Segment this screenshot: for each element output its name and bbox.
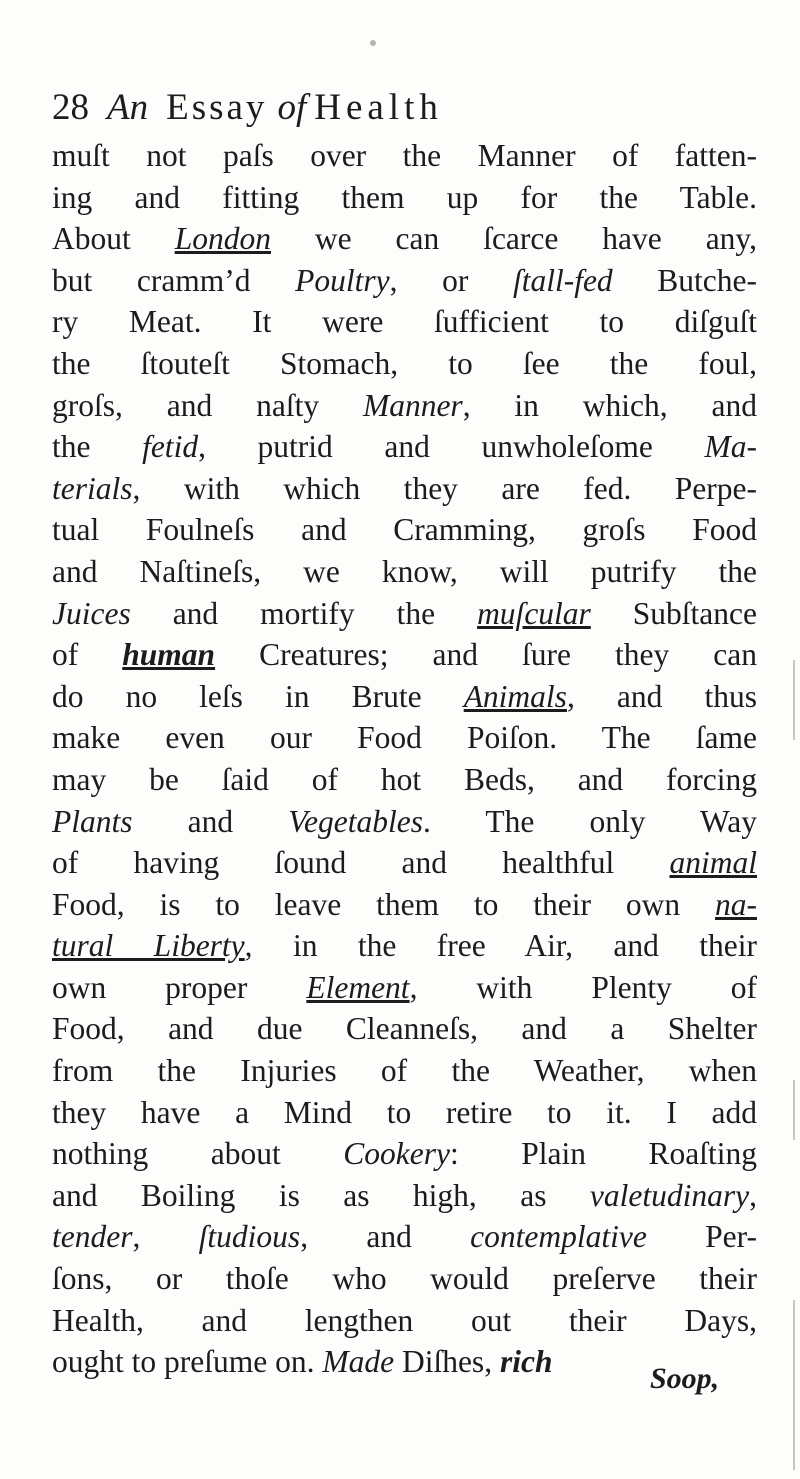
text-line — [52, 218, 757, 260]
text-run: , with which they are fed. Perpe- — [132, 470, 757, 506]
text-run: Food, and due Cleanneſs, and a Shelter — [52, 1011, 757, 1047]
emphasized-text: na- — [715, 886, 757, 922]
emphasized-text: tender — [52, 1219, 133, 1255]
text-run: of having ſound and healthful — [52, 845, 670, 881]
text-line — [52, 967, 757, 1009]
emphasized-text: Made — [322, 1344, 395, 1380]
text-line — [52, 676, 757, 718]
text-run: muſt not paſs over the Manner of fatten- — [52, 138, 757, 173]
text-line — [52, 593, 757, 635]
text-run: ſons, or thoſe who would preſerve their — [52, 1261, 757, 1297]
text-run: : Plain Roaſting — [449, 1136, 757, 1172]
emphasized-text: Juices — [52, 595, 131, 631]
text-line — [52, 1175, 757, 1217]
text-run: make even our Food Poiſon. The ſame — [52, 720, 757, 756]
text-run: ry Meat. It were ſufficient to diſguſt — [52, 304, 757, 340]
text-line — [52, 925, 757, 967]
text-run: About — [52, 221, 175, 257]
emphasized-text: Plants — [52, 803, 133, 839]
running-head-essay: Essay — [166, 87, 268, 128]
text-run: Diſhes, — [394, 1344, 500, 1380]
text-run: , and thus — [566, 678, 757, 714]
text-line — [52, 301, 757, 343]
text-run: do no leſs in Brute — [52, 678, 464, 714]
emphasized-text: animal — [669, 845, 757, 881]
text-run: and — [132, 803, 289, 839]
text-line — [52, 509, 757, 551]
text-run: of — [52, 637, 123, 673]
page-edge-mark — [793, 660, 795, 740]
text-run: Butche- — [612, 262, 757, 298]
text-run: , putrid and unwholeſome — [198, 429, 705, 465]
text-run: and Naſtineſs, we know, will putrify the — [52, 553, 757, 589]
text-line — [52, 634, 757, 676]
emphasized-text: rich — [499, 1344, 553, 1380]
text-run: but cramm’d — [52, 262, 296, 298]
text-line — [52, 842, 757, 884]
text-line — [52, 385, 757, 427]
page-edge-mark — [793, 1300, 795, 1470]
emphasized-text: Poultry — [295, 262, 390, 298]
emphasized-text: Cookery — [343, 1136, 450, 1172]
paper-speck — [370, 40, 376, 46]
text-run: tual Foulneſs and Cramming, groſs Food — [52, 512, 757, 548]
text-line — [52, 468, 757, 510]
running-head-an: An — [107, 87, 149, 128]
emphasized-text: fetid — [142, 429, 199, 465]
text-line — [52, 343, 757, 385]
text-run: from the Injuries of the Weather, when — [52, 1053, 757, 1089]
emphasized-text: Animals — [463, 678, 567, 714]
emphasized-text: ſtall-fed — [512, 262, 613, 298]
text-line — [52, 717, 757, 759]
text-run: , and — [300, 1219, 471, 1255]
text-run: ing and fitting them up for the Table. — [52, 179, 757, 215]
text-run: Food, is to leave them to their own — [52, 886, 715, 922]
text-run: , — [749, 1177, 757, 1213]
text-run: we can ſcarce have any, — [270, 221, 757, 257]
emphasized-text: valetudinary — [589, 1177, 750, 1213]
text-run: the — [52, 429, 143, 465]
text-run: , with Plenty of — [409, 969, 757, 1005]
text-run: own proper — [52, 969, 307, 1005]
text-line — [52, 177, 757, 219]
text-line — [52, 1133, 757, 1175]
page-edge-mark — [793, 1080, 795, 1140]
emphasized-text: London — [174, 221, 271, 257]
text-run: and mortify the — [130, 595, 478, 631]
text-line — [52, 1050, 757, 1092]
emphasized-text: Ma- — [704, 429, 757, 465]
text-run: . The only Way — [422, 803, 757, 839]
text-line — [52, 426, 757, 468]
emphasized-text: muſcular — [477, 595, 591, 631]
text-line — [52, 260, 757, 302]
text-run: , in which, and — [462, 387, 758, 423]
emphasized-text: Manner — [362, 387, 463, 423]
text-line — [52, 759, 757, 801]
emphasized-text: terials — [52, 470, 133, 506]
text-line — [52, 1092, 757, 1134]
running-head — [52, 86, 752, 130]
running-head-of: of — [277, 87, 307, 128]
text-line — [52, 1008, 757, 1050]
text-run: they have a Mind to retire to it. I add — [52, 1094, 757, 1130]
page-number: 28 — [52, 87, 89, 128]
text-run: and Boiling is as high, as — [52, 1177, 590, 1213]
text-run: Health, and lengthen out their Days, — [52, 1302, 757, 1338]
text-run: may be ſaid of hot Beds, and forcing — [52, 761, 757, 797]
text-line — [52, 1258, 757, 1300]
text-run: the ſtouteſt Stomach, to ſee the foul, — [52, 345, 757, 381]
text-run: ought to preſume on. — [52, 1344, 323, 1380]
body-text — [52, 135, 757, 1383]
text-line — [52, 1216, 757, 1258]
text-run: , — [132, 1219, 199, 1255]
text-line — [52, 801, 757, 843]
emphasized-text: human — [122, 637, 216, 673]
emphasized-text: Vegetables — [288, 803, 423, 839]
emphasized-text: contemplative — [470, 1219, 647, 1255]
emphasized-text: tural Liberty — [52, 928, 245, 964]
text-run: Per- — [646, 1219, 757, 1255]
emphasized-text: Element — [306, 969, 410, 1005]
text-line — [52, 884, 757, 926]
catchword: Soop, — [650, 1362, 720, 1395]
text-run: Creatures; and ſure they can — [215, 637, 757, 673]
text-run: nothing about — [52, 1136, 344, 1172]
text-line — [52, 551, 757, 593]
running-head-health: Health — [314, 87, 443, 128]
text-line — [52, 135, 757, 177]
text-run: , in the free Air, and their — [244, 928, 757, 964]
text-line — [52, 1300, 757, 1342]
text-run: , or — [389, 262, 513, 298]
text-run: groſs, and naſty — [52, 387, 363, 423]
text-run: Subſtance — [590, 595, 758, 631]
emphasized-text: ſtudious — [198, 1219, 301, 1255]
